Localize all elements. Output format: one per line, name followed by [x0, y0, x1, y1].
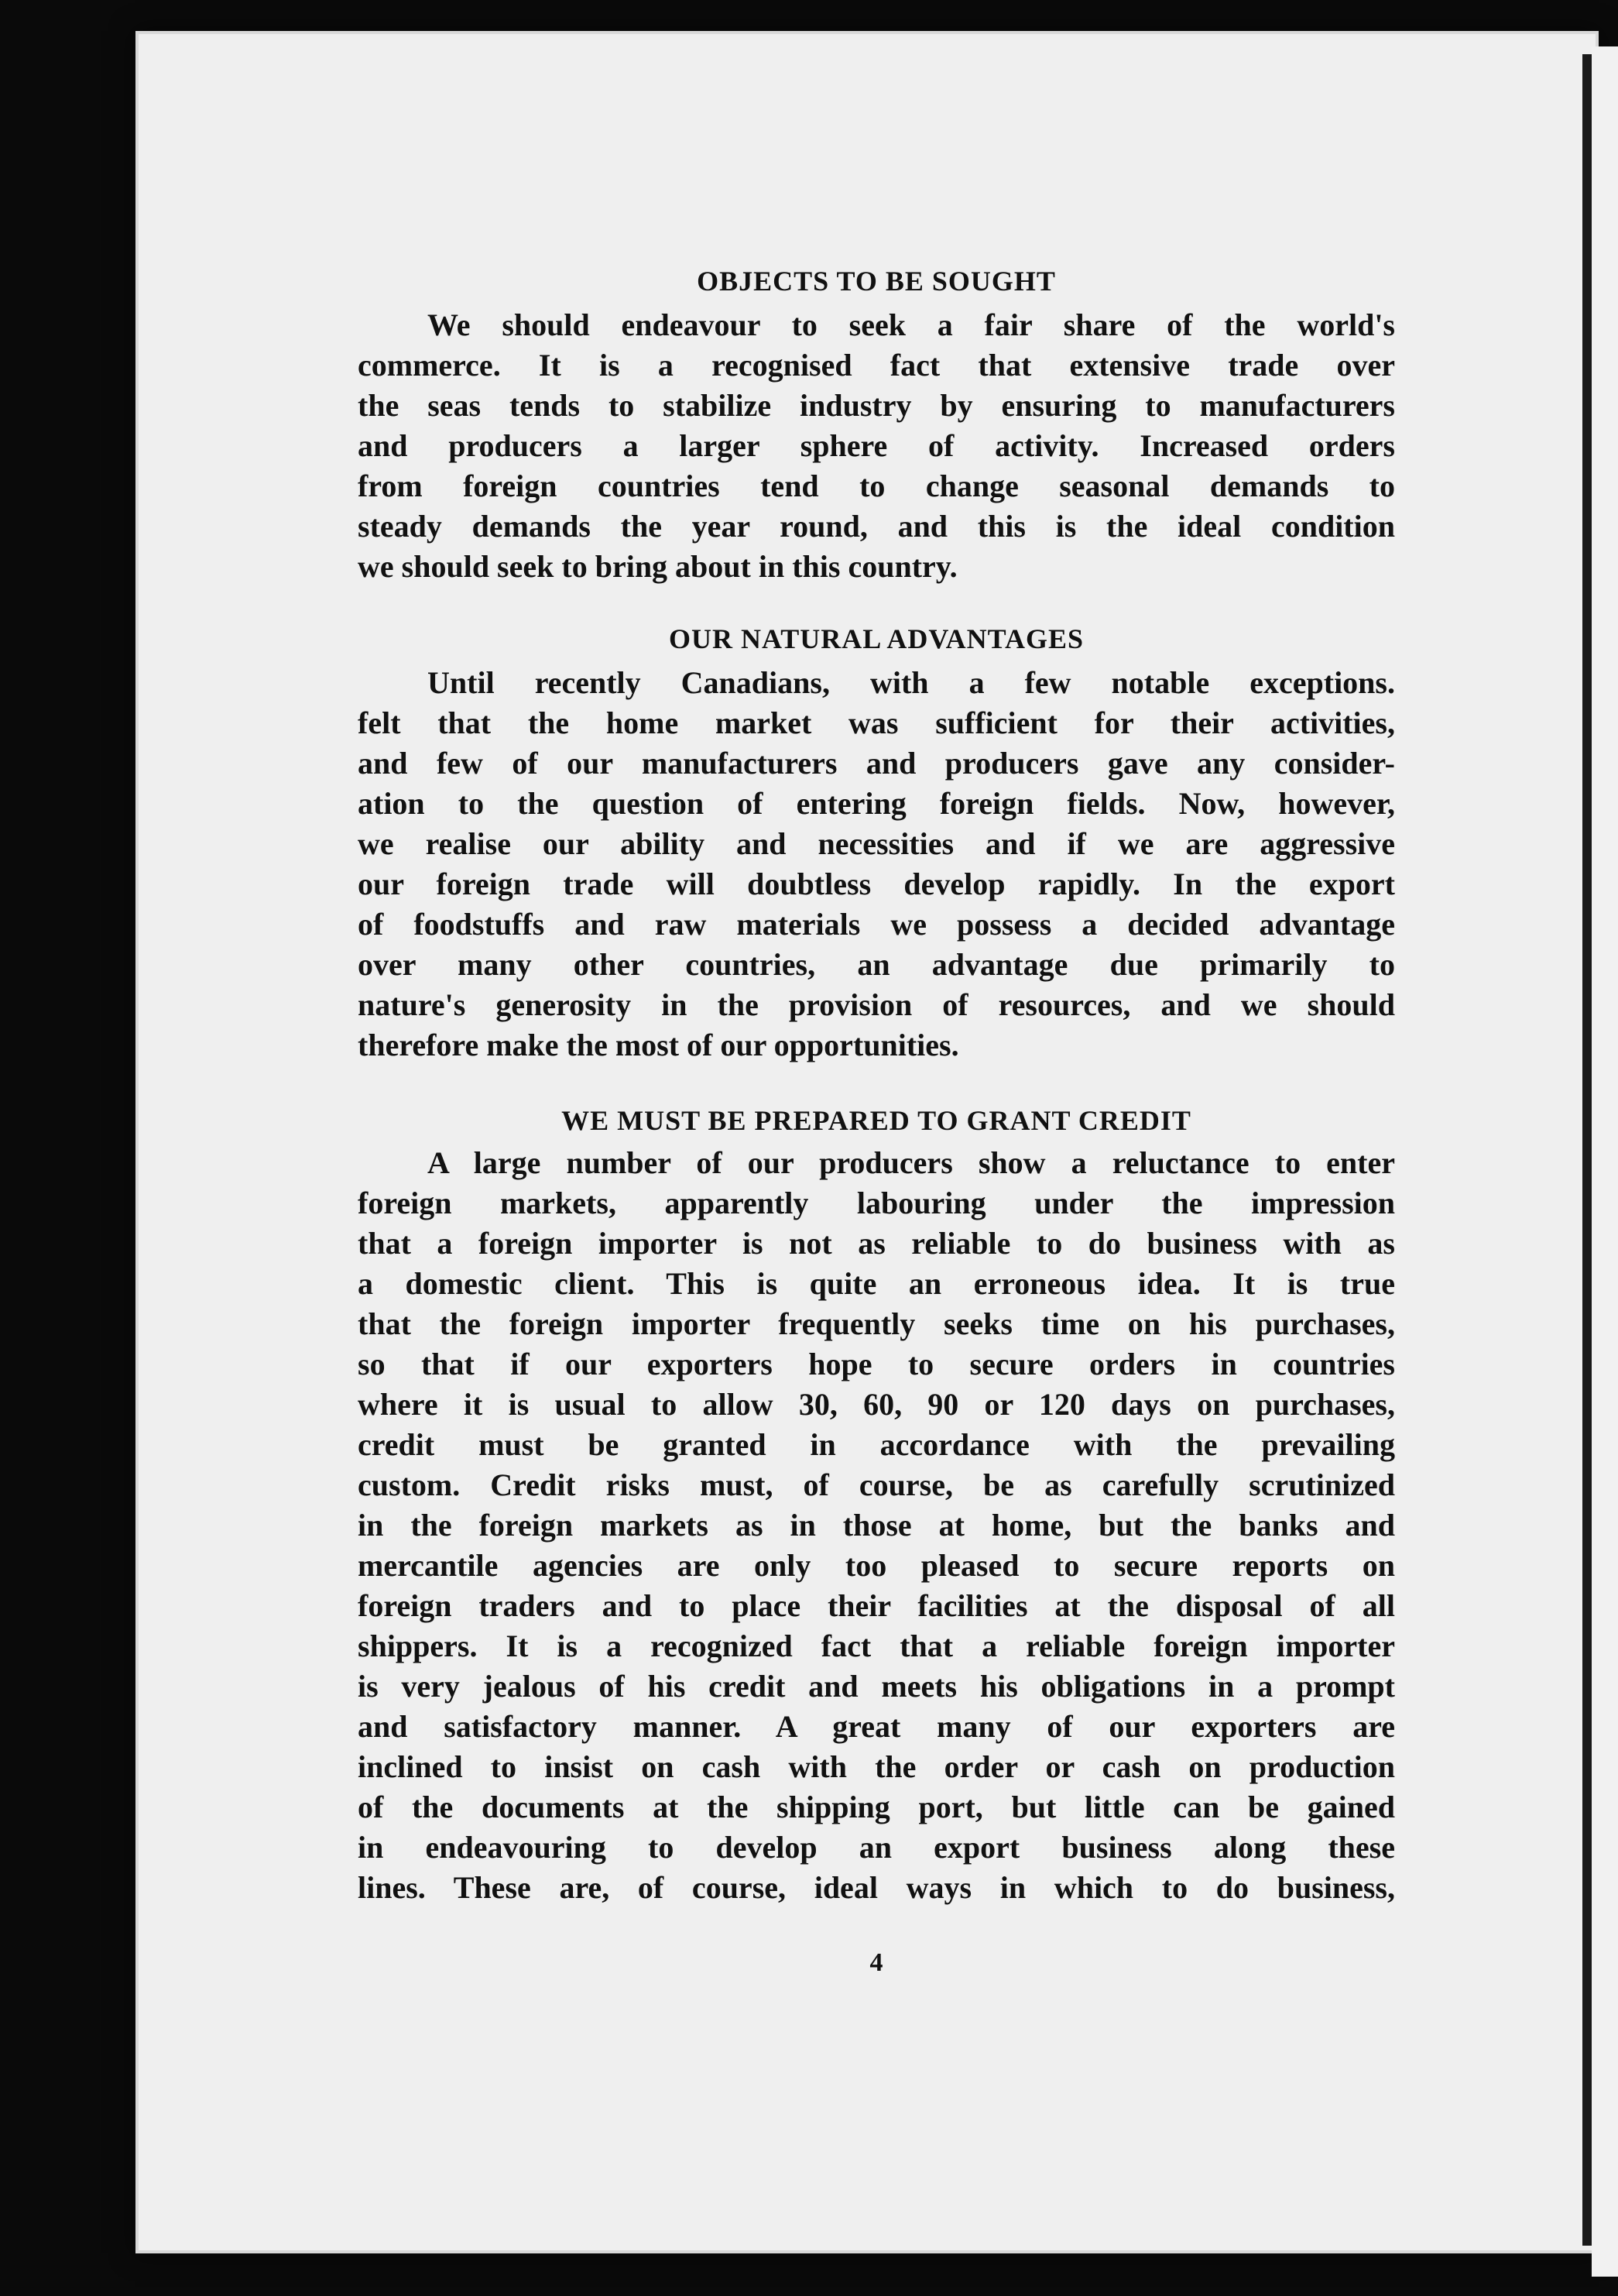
paragraph-line: a domestic client. This is quite an erroneous idea. It is true — [358, 1266, 1395, 1301]
paragraph-line: our foreign trade will doubtless develop rapidly. In the export — [358, 867, 1395, 901]
paragraph-line: ation to the question of entering foreign fields. Now, however, — [358, 786, 1395, 821]
paragraph-line: of the documents at the shipping port, but little can be gained — [358, 1790, 1395, 1824]
page-text — [358, 256, 1395, 2037]
paragraph-line: is very jealous of his credit and meets his obligations in a prompt — [358, 1669, 1395, 1704]
paragraph-line: from foreign countries tend to change seasonal demands to — [358, 468, 1395, 503]
paragraph-line: and satisfactory manner. A great many of our exporters are — [358, 1709, 1395, 1744]
section-heading: OUR NATURAL ADVANTAGES — [668, 623, 1085, 654]
paragraph-line: in the foreign markets as in those at home, but the banks and — [358, 1508, 1395, 1543]
paragraph-line: custom. Credit risks must, of course, be as carefully scrutinized — [358, 1467, 1395, 1502]
paragraph-line: foreign traders and to place their facilities at the disposal of all — [358, 1588, 1395, 1623]
paragraph-line: foreign markets, apparently labouring under the impression — [358, 1186, 1395, 1220]
paragraph-line: and producers a larger sphere of activity. Increased orders — [358, 428, 1395, 463]
paragraph-line: shippers. It is a recognized fact that a reliable foreign importer — [358, 1628, 1395, 1663]
page-number: 4 — [869, 1948, 883, 1977]
paragraph-line: of foodstuffs and raw materials we possess a decided advantage — [358, 907, 1395, 942]
paragraph-line: that a foreign importer is not as reliable to do business with as — [358, 1226, 1395, 1261]
paragraph-line: we should seek to bring about in this country. — [358, 549, 958, 584]
paragraph-line: in endeavouring to develop an export business along these — [358, 1830, 1395, 1865]
paragraph-line: mercantile agencies are only too pleased to secure reports on — [358, 1548, 1395, 1583]
paragraph-line: steady demands the year round, and this is the ideal condition — [358, 509, 1395, 544]
page-binding-shadow — [1582, 54, 1592, 2246]
paragraph-line: Until recently Canadians, with a few notable exceptions. — [427, 665, 1395, 700]
paragraph-line: lines. These are, of course, ideal ways in which to do business, — [358, 1870, 1395, 1905]
paragraph-line: therefore make the most of our opportunities. — [358, 1028, 959, 1062]
paragraph-line: that the foreign importer frequently seeks time on his purchases, — [358, 1306, 1395, 1341]
paragraph-line: over many other countries, an advantage due primarily to — [358, 947, 1395, 982]
next-page-edge — [1592, 46, 1618, 2277]
paragraph-line: where it is usual to allow 30, 60, 90 or 120 days on purchases, — [358, 1387, 1395, 1422]
paragraph-line: felt that the home market was sufficient for their activities, — [358, 705, 1395, 740]
paragraph-line: inclined to insist on cash with the order or cash on production — [358, 1749, 1395, 1784]
section-heading: WE MUST BE PREPARED TO GRANT CREDIT — [561, 1105, 1191, 1136]
paragraph-line: so that if our exporters hope to secure orders in countries — [358, 1347, 1395, 1381]
paragraph-line: we realise our ability and necessities and if we are aggressive — [358, 826, 1395, 861]
paragraph-line: the seas tends to stabilize industry by ensuring to manufacturers — [358, 388, 1395, 423]
paragraph-line: We should endeavour to seek a fair share of the world's — [427, 307, 1395, 342]
paragraph-line: credit must be granted in accordance with the prevailing — [358, 1427, 1395, 1462]
paragraph-line: A large number of our producers show a reluctance to enter — [427, 1145, 1395, 1180]
paragraph-line: nature's generosity in the provision of resources, and we should — [358, 987, 1395, 1022]
section-heading: OBJECTS TO BE SOUGHT — [697, 266, 1056, 297]
paragraph-line: commerce. It is a recognised fact that extensive trade over — [358, 348, 1395, 383]
paragraph-line: and few of our manufacturers and producers gave any consider- — [358, 746, 1395, 781]
